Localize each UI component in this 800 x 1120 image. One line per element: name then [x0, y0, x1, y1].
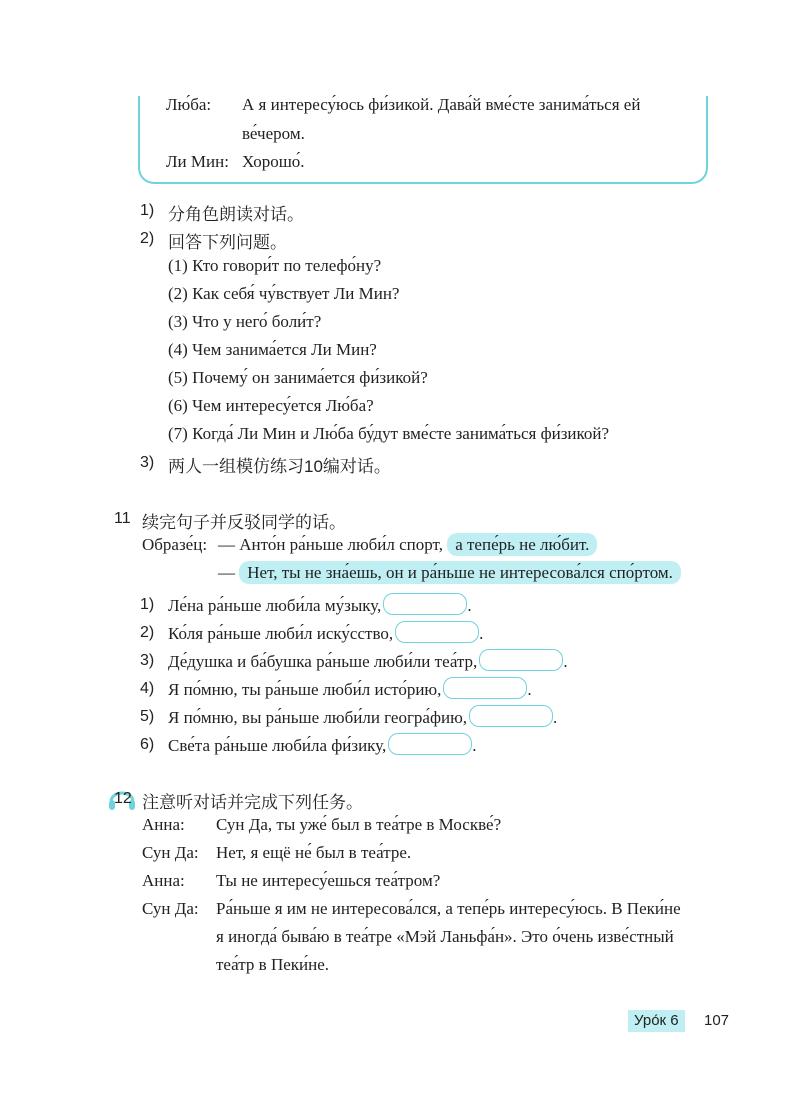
sample-label: Образе́ц: [142, 535, 208, 554]
page-number: 107 [704, 1012, 730, 1029]
item-number: 6) [140, 736, 155, 753]
task-title: 注意听对话并完成下列任务。 [142, 793, 363, 812]
speaker: Анна: [142, 815, 185, 834]
sample-highlight: а тепе́рь не лю́бит. [447, 533, 597, 556]
item-number: 5) [140, 708, 155, 725]
lesson-badge: Уро́к 6 [628, 1010, 685, 1032]
sample-line [218, 563, 681, 583]
item-number: 1) [140, 596, 155, 613]
exercise-item [168, 733, 476, 756]
answer-blank[interactable] [479, 649, 563, 671]
task-number: 11 [114, 510, 131, 527]
answer-blank[interactable] [395, 621, 479, 643]
exercise-text: Ко́ля ра́ньше люби́л иску́сство, [168, 624, 394, 643]
item-number: 3) [140, 652, 155, 669]
period: . [472, 736, 477, 755]
exercise-text: Ле́на ра́ньше люби́ла му́зыку, [168, 596, 382, 615]
task-instruction: 回答下列问题。 [168, 233, 287, 252]
dialog-line: Хорошо́. [242, 152, 305, 171]
dialog-line: Сун Да, ты уже́ был в теа́тре в Москве́? [216, 815, 502, 834]
dialog-line: теа́тр в Пеки́не. [216, 955, 330, 974]
speaker-luba: Лю́ба: [166, 95, 212, 114]
dialog-line: Ра́ньше я им не интересова́лся, а тепе́рь интересу́юсь. В Пеки́не [216, 899, 681, 918]
exercise-text: Све́та ра́ньше люби́ла фи́зику, [168, 736, 387, 755]
question: (7) Когда́ Ли Мин и Лю́ба бу́дут вме́сте занима́ться фи́зикой? [168, 424, 610, 443]
sample-line [218, 535, 597, 555]
sample-dash: — [218, 563, 235, 582]
period: . [467, 596, 472, 615]
question: (6) Чем интересу́ется Лю́ба? [168, 396, 374, 415]
dialog-line: А я интересу́юсь фи́зикой. Дава́й вме́сте занима́ться ей [242, 95, 641, 114]
speaker: Сун Да: [142, 899, 199, 918]
task-instruction: 分角色朗读对话。 [168, 205, 304, 224]
dialog-line: Нет, я ещё не́ был в теа́тре. [216, 843, 412, 862]
item-number: 2) [140, 230, 155, 247]
question: (3) Что у него́ боли́т? [168, 312, 322, 331]
question: (1) Кто говори́т по телефо́ну? [168, 256, 382, 275]
item-number: 4) [140, 680, 155, 697]
sample-highlight: Нет, ты не зна́ешь, он и ра́ньше не интересова́лся спо́ртом. [239, 561, 681, 584]
exercise-text: Я по́мню, вы ра́ньше люби́ли геогра́фию, [168, 708, 468, 727]
item-number: 2) [140, 624, 155, 641]
dialog-line: Ты не интересу́ешься теа́тром? [216, 871, 441, 890]
item-number: 1) [140, 202, 155, 219]
task-number: 12 [114, 790, 132, 807]
question: (4) Чем занима́ется Ли Мин? [168, 340, 377, 359]
answer-blank[interactable] [469, 705, 553, 727]
question: (2) Как себя́ чу́вствует Ли Мин? [168, 284, 400, 303]
sample-text: — Анто́н ра́ньше люби́л спорт, [218, 535, 443, 554]
exercise-item [168, 677, 532, 700]
speaker: Сун Да: [142, 843, 199, 862]
exercise-text: Я по́мню, ты ра́ньше люби́л исто́рию, [168, 680, 442, 699]
exercise-item [168, 649, 568, 672]
answer-blank[interactable] [388, 733, 472, 755]
period: . [527, 680, 532, 699]
answer-blank[interactable] [443, 677, 527, 699]
task-title: 续完句子并反驳同学的话。 [142, 513, 346, 532]
dialog-line: я иногда́ быва́ю в теа́тре «Мэй Ланьфа́н». Это о́чень изве́стный [216, 927, 674, 946]
task-instruction: 两人一组模仿练习10编对话。 [168, 457, 391, 476]
answer-blank[interactable] [383, 593, 467, 615]
speaker: Анна: [142, 871, 185, 890]
exercise-text: Де́душка и ба́бушка ра́ньше люби́ли теа́тр, [168, 652, 478, 671]
speaker-li-min: Ли Мин: [166, 152, 229, 171]
period: . [479, 624, 484, 643]
period: . [553, 708, 558, 727]
item-number: 3) [140, 454, 155, 471]
dialog-line: ве́чером. [242, 124, 305, 143]
question: (5) Почему́ он занима́ется фи́зикой? [168, 368, 428, 387]
exercise-item [168, 593, 472, 616]
exercise-item [168, 621, 483, 644]
period: . [563, 652, 568, 671]
exercise-item [168, 705, 557, 728]
